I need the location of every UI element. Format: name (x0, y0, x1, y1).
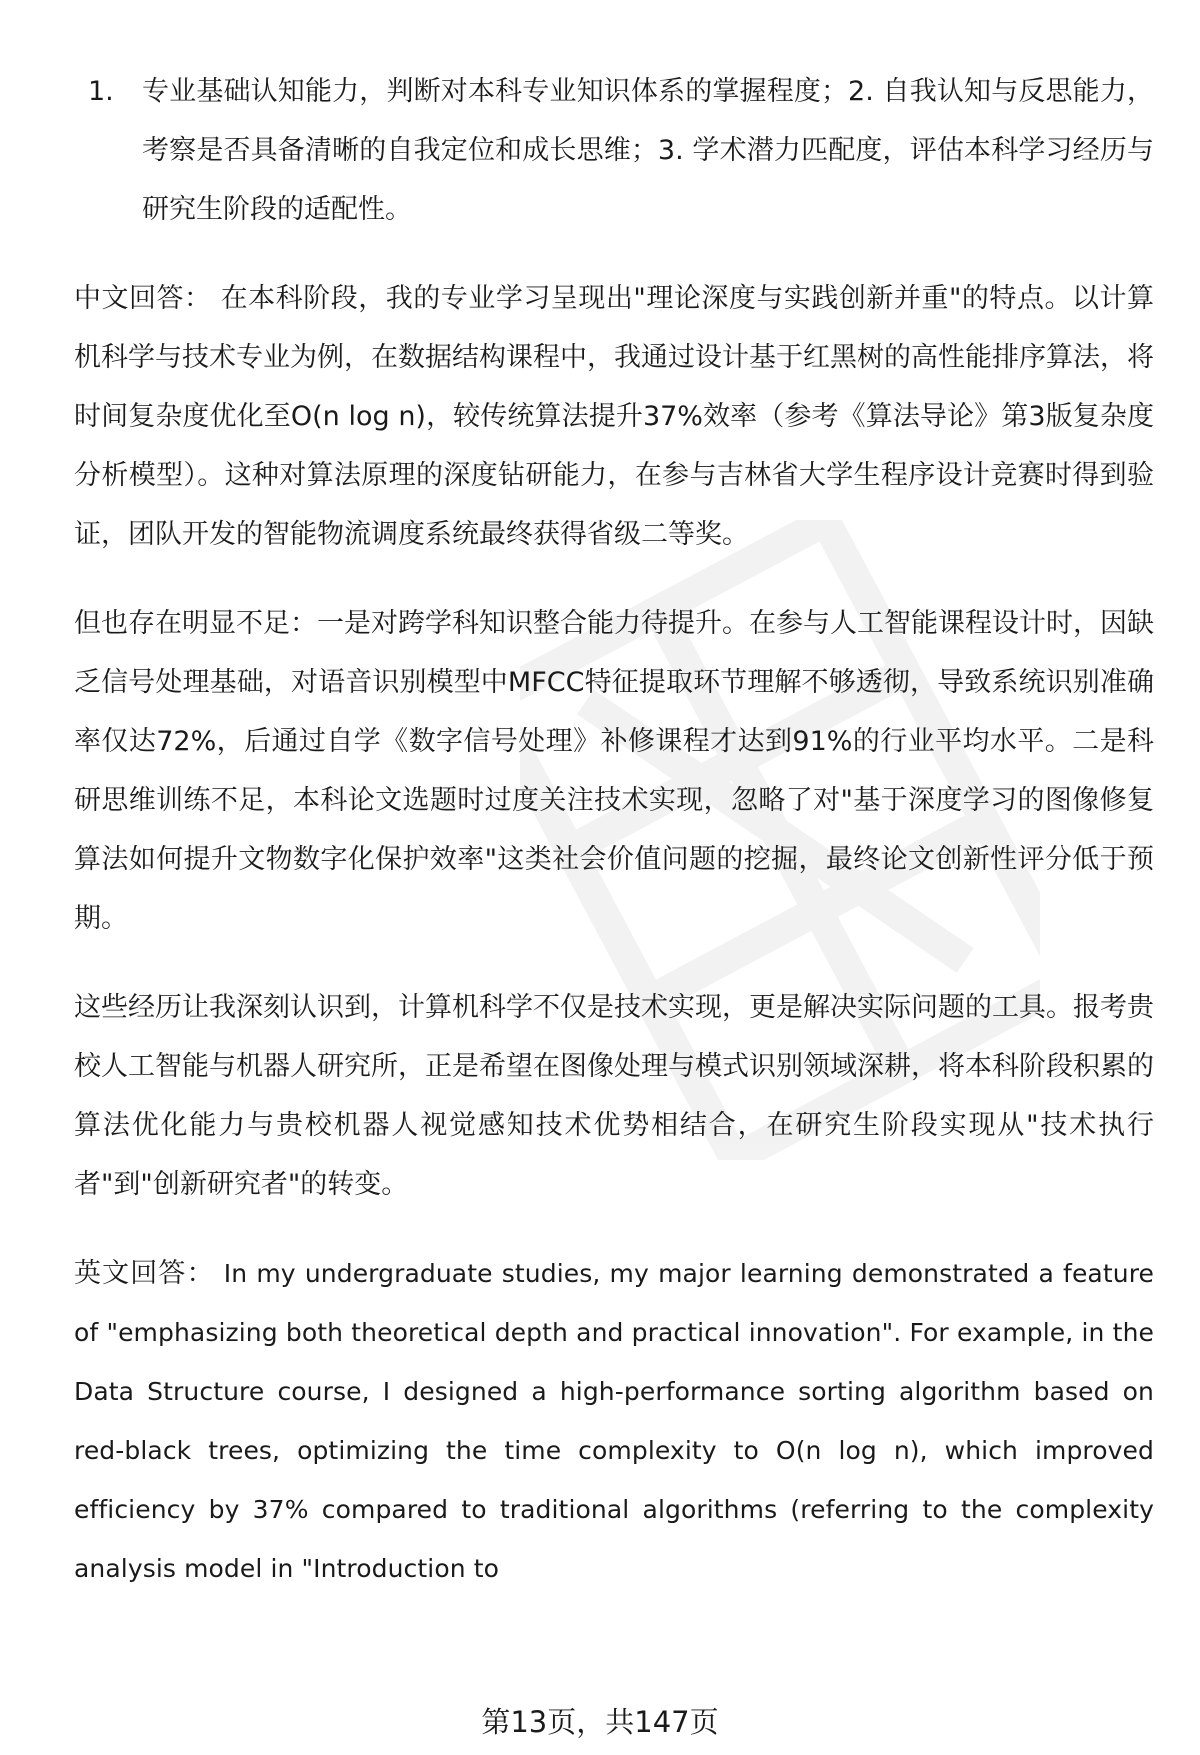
paragraph-chinese-answer: 中文回答： 在本科阶段，我的专业学习呈现出"理论深度与实践创新并重"的特点。以计算机科学与技术专业为例，在数据结构课程中，我通过设计基于红黑树的高性能排序算法，将时间复杂度优化至O(n log n)，较传统算法提升37%效率（参考《算法导论》第3版复杂度分析模型）。这种对算法原理的深度钻研能力，在参与吉林省大学生程序设计竞赛时得到验证，团队开发的智能物流调度系统最终获得省级二等奖。 (74, 283, 1154, 550)
english-answer-label: 英文回答： (74, 1258, 215, 1289)
list-number: 1. (88, 76, 114, 107)
english-answer-text: In my undergraduate studies, my major learning demonstrated a feature of "emphasizing both theoretical depth and practical innovation". For example, in the Data Structure course, I designed a high-performance sorting algorithm based on red-black trees, optimizing the time complexity to O(n log n), which improved efficiency by 37% compared to traditional algorithms (referring to the complexity analysis model in "Introduction to (74, 1259, 1154, 1583)
document-body (74, 62, 1154, 1628)
paragraph-reflection: 这些经历让我深刻认识到，计算机科学不仅是技术实现，更是解决实际问题的工具。报考贵校人工智能与机器人研究所，正是希望在图像处理与模式识别领域深耕，将本科阶段积累的算法优化能力与贵校机器人视觉感知技术优势相结合，在研究生阶段实现从"技术执行者"到"创新研究者"的转变。 (74, 992, 1154, 1200)
paragraph-english-answer (74, 1244, 1154, 1598)
page-number-footer: 第13页，共147页 (481, 1705, 719, 1739)
paragraph-shortcomings: 但也存在明显不足：一是对跨学科知识整合能力待提升。在参与人工智能课程设计时，因缺乏信号处理基础，对语音识别模型中MFCC特征提取环节理解不够透彻，导致系统识别准确率仅达72%，后通过自学《数字信号处理》补修课程才达到91%的行业平均水平。二是科研思维训练不足，本科论文选题时过度关注技术实现，忽略了对"基于深度学习的图像修复算法如何提升文物数字化保护效率"这类社会价值问题的挖掘，最终论文创新性评分低于预期。 (74, 608, 1154, 934)
list-item (74, 62, 1154, 239)
list-text: 专业基础认知能力，判断对本科专业知识体系的掌握程度；2. 自我认知与反思能力，考察是否具备清晰的自我定位和成长思维；3. 学术潜力匹配度，评估本科学习经历与研究生阶段的适配性。 (142, 76, 1154, 225)
